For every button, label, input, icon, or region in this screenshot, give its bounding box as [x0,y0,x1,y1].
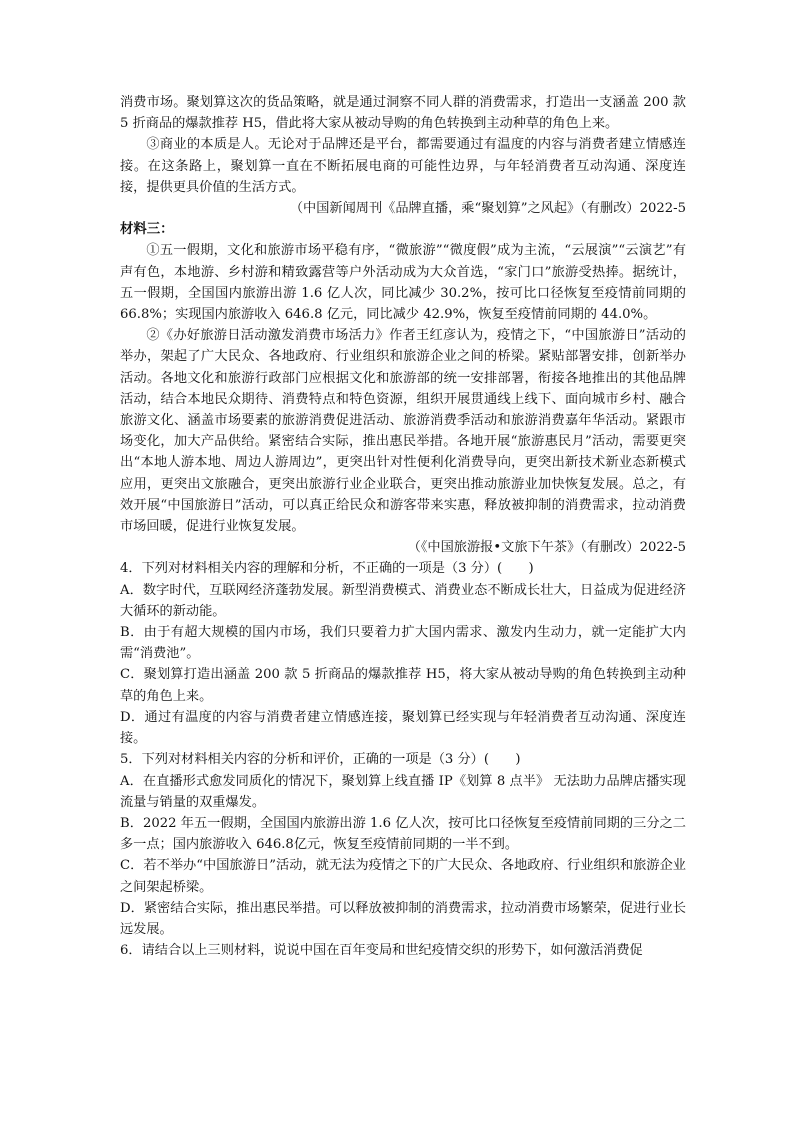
question-stem: 5．下列对材料相关内容的分析和评价，正确的一项是（3 分）( ) [120,752,521,768]
question-4 [120,558,686,749]
material2-source: （中国新闻周刊《品牌直播，乘“聚划算”之风起》（有删改）2022-5 [289,201,686,217]
question-6 [120,940,686,961]
material3-paragraph-1: ①五一假期，文化和旅游市场平稳有序，“微旅游”“微度假”成为主流，“云展演”“云演艺”有声有色，本地游、乡村游和精致露营等户外活动成为大众首选，“家门口”旅游受热捧。据统计，五一假期，全国国内旅游出游 1.6 亿人次，同比减少 30.2%，按可比口径恢复至疫情前同期的 66.8%；实现国内旅游收入 646.8 亿元，同比减少 42.9%，恢复至疫情前同期的 44.0%。 [120,243,686,323]
material2-paragraph-3: ③商业的本质是人。无论对于品牌还是平台，都需要通过有温度的内容与消费者建立情感连接。在这条路上，聚划算一直在不断拓展电商的可能性边界，与年轻消费者互动沟通、深度连接，提供更具价值的生活方式。 [120,137,686,195]
question-stem: 6．请结合以上三则材料，说说中国在百年变局和世纪疫情交织的形势下，如何激活消费促 [120,943,643,959]
option-c: C．聚划算打造出涵盖 200 款 5 折商品的爆款推荐 H5，将大家从被动导购的角色转换到主动种草的角色上来。 [120,667,686,704]
option-a: A．数字时代，互联网经济蓬勃发展。新型消费模式、消费业态不断成长壮大，日益成为促进经济大循环的新动能。 [120,582,686,619]
option-c: C．若不举办“中国旅游日”活动，就无法为疫情之下的广大民众、各地政府、行业组织和旅游企业之间架起桥梁。 [120,858,686,895]
option-b: B．2022 年五一假期，全国国内旅游出游 1.6 亿人次，按可比口径恢复至疫情前同期的三分之二多一点；国内旅游收入 646.8亿元，恢复至疫情前同期的一半不到。 [120,815,686,853]
question-stem: 4．下列对材料相关内容的理解和分析，不正确的一项是（3 分）( ) [120,561,534,577]
material2-paragraph-continued: 消费市场。聚划算这次的货品策略，就是通过洞察不同人群的消费需求，打造出一支涵盖 200 款 5 折商品的爆款推荐 H5，借此将大家从被动导购的角色转换到主动种草的角色上来。 [120,95,686,132]
option-a: A．在直播形式愈发同质化的情况下，聚划算上线直播 IP《划算 8 点半》 无法助力品牌店播实现流量与销量的双重爆发。 [120,773,686,810]
document-page [120,92,686,961]
option-d: D．通过有温度的内容与消费者建立情感连接，聚划算已经实现与年轻消费者互动沟通、深度连接。 [120,709,686,747]
option-d: D．紧密结合实际，推出惠民举措。可以释放被抑制的消费需求，拉动消费市场繁荣，促进行业长远发展。 [120,900,686,937]
material3-paragraph-2: ②《办好旅游日活动激发消费市场活力》作者王红彦认为，疫情之下，“中国旅游日”活动的举办，架起了广大民众、各地政府、行业组织和旅游企业之间的桥梁。紧贴部署安排，创新举办活动。各地文化和旅游行政部门应根据文化和旅游部的统一安排部署，衔接各地推出的其他品牌活动，结合本地民众期待、消费特点和特色资源，组织开展贯通线上线下、面向城市乡村、融合旅游文化、涵盖市场要素的旅游消费促进活动、旅游消费季活动和旅游消费嘉年华活动。紧跟市场变化，加大产品供给。紧密结合实际，推出惠民举措。各地开展“旅游惠民月”活动，需要更突出“本地人游本地、周边人游周边”，更突出针对性便利化消费导向，更突出新技术新业态新模式应用，更突出文旅融合，更突出旅游行业企业联合，更突出推动旅游业加快恢复发展。总之，有效开展“中国旅游日”活动，可以真正给民众和游客带来实惠，释放被抑制的消费需求，拉动消费市场回暖，促进行业恢复发展。 [120,328,686,535]
material3-heading: 材料三： [120,221,174,238]
option-b: B．由于有超大规模的国内市场，我们只要着力扩大国内需求、激发内生动力，就一定能扩大内需“消费池”。 [120,625,686,662]
question-5 [120,749,686,940]
material3-source: （《中国旅游报•文旅下午茶》（有删改）2022-5 [407,540,686,556]
